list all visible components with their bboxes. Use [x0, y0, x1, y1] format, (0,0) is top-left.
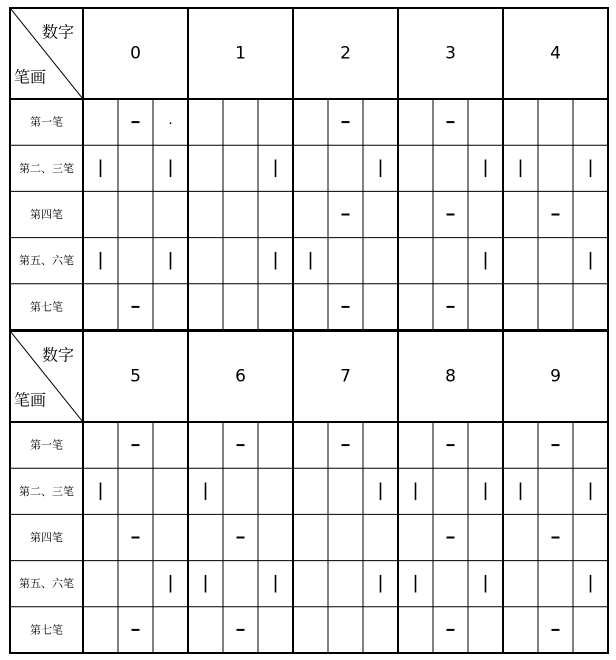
stroke-row-label: 第七笔: [30, 623, 63, 637]
corner-digit-label: 数字: [41, 345, 75, 365]
digit-header-1: 1: [235, 43, 246, 64]
corner-stroke-label: 笔画: [13, 390, 47, 410]
stroke-row-label: 第四笔: [30, 531, 63, 544]
digit-header-0: 0: [130, 43, 141, 64]
stroke-row-label: 第七笔: [30, 300, 63, 314]
stroke-row-label: 第二、三笔: [19, 161, 74, 175]
stroke-row-label: 第一笔: [30, 438, 63, 452]
digit-header-6: 6: [235, 366, 246, 387]
digit-header-8: 8: [445, 366, 456, 387]
corner-stroke-label: 笔画: [13, 67, 47, 87]
stroke-row-label: 第一笔: [30, 115, 63, 129]
digit-header-9: 9: [550, 366, 561, 387]
digit-header-3: 3: [445, 43, 456, 64]
digit-header-2: 2: [340, 43, 351, 64]
stroke-row-label: 第五、六笔: [19, 577, 74, 591]
digit-header-7: 7: [340, 366, 351, 387]
stroke-row-label: 第五、六笔: [19, 254, 74, 268]
corner-digit-label: 数字: [41, 22, 75, 42]
stroke-row-label: 第四笔: [30, 208, 63, 221]
dot-mark: [170, 122, 172, 124]
digit-header-4: 4: [550, 43, 561, 64]
stroke-row-label: 第二、三笔: [19, 484, 74, 498]
digit-header-5: 5: [130, 366, 141, 387]
